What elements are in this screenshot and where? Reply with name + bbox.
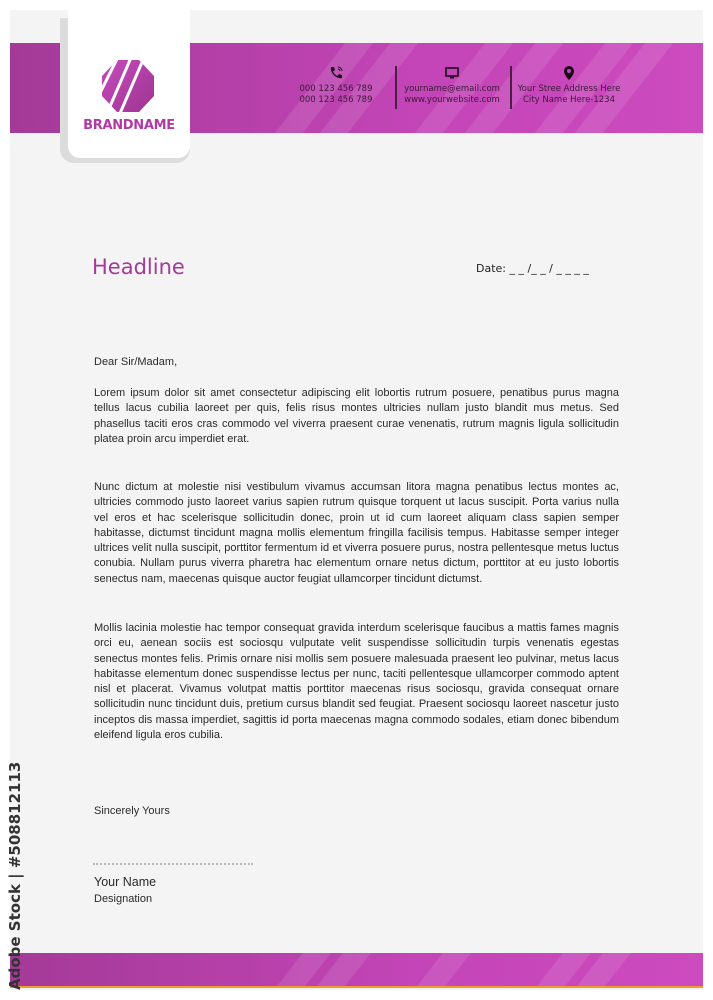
closing: Sincerely Yours [94, 805, 170, 817]
stock-watermark-label: Adobe Stock | #508812113 [6, 761, 24, 990]
monitor-icon [444, 65, 460, 81]
phone-number-2: 000 123 456 789 [299, 95, 373, 105]
address-line-2: City Name Here-1234 [523, 95, 615, 105]
paragraph-1: Lorem ipsum dolor sit amet consectetur adipiscing elit lobortis rutrum posuere, penatibus purus magna tellus lacus cubilia laoreet per quis, felis risus montes ultricies nullam justo blandit mus metus. Sed phasellus taciti eros cras commodo vel viverra praesent curae venenatis, rutrum magnis ligula sollicitudin platea proin arcu imperdiet erat. [94, 387, 619, 445]
footer-stripe [417, 953, 471, 986]
contact-web [402, 65, 502, 106]
contact-address [515, 65, 623, 106]
address-line-1: Your Stree Address Here [517, 84, 621, 94]
phone-icon [328, 65, 344, 81]
contact-divider [510, 66, 512, 109]
location-pin-icon [561, 65, 577, 81]
date-field: Date: _ _ /_ _ / _ _ _ _ [476, 262, 589, 275]
contact-divider [395, 66, 397, 109]
signature-line [93, 863, 253, 865]
signer-name: Your Name [94, 875, 157, 889]
contact-phone [298, 65, 374, 106]
salutation: Dear Sir/Madam, [94, 356, 178, 368]
paragraph-3: Mollis lacinia molestie hac tempor consequat gravida interdum scelerisque faucibus a mattis fames magnis orci eu, aenean sociis est sociosqu vulputate velit suspendisse sollicitudin turpis venenatis egestas senectus montes felis. Primis ornare nisi mollis sem posuere malesuada praesent leo pulvinar, metus lacus habitasse elementum donec suspendisse lectus per nunc, taciti pellentesque ullamcorper commodo aptent nisl et placerat. Vivamus volutpat mattis porttitor maecenas risus sociosqu, gravida consequat ornare sollicitudin nunc tincidunt duis, pretium cursus blandit sed feugiat. Praesent sociosqu laoreet nascetur justo inceptos dis massa imperdiet, sagittis id porta maecenas magna commodo sodales, etiam donec bibendum eleifend ligula eros cubilia. [94, 622, 619, 742]
phone-number-1: 000 123 456 789 [299, 84, 373, 94]
hexagon-logo-icon [100, 58, 156, 114]
website-link[interactable]: www.yourwebsite.com [404, 95, 500, 105]
email-link[interactable]: yourname@email.com [404, 84, 500, 94]
signer-designation: Designation [94, 893, 153, 905]
footer-band [10, 953, 703, 988]
headline: Headline [92, 255, 185, 279]
paragraph-2: Nunc dictum at molestie nisi vestibulum vivamus accumsan litora magna penatibus lectus montes ac, ultricies commodo justo laoreet varius sapien rutrum quisque torquent ut lacus suscipit. Porta varius nulla vel eros et hac scelerisque sollicitudin donec, proin ut id cum laoreet aliquam class sapien semper habitasse, dictumst tincidunt magna mollis elementum fringilla facilisis tempus. Habitasse semper integer ultrices velit nulla suscipit, porttitor fermentum id et viverra posuere purus, nostra pellentesque metus luctus conubia. Nullam purus viverra pharetra hac elementum ornare netus dictum, porttitor at eu justo lobortis senectus nam, maecenas quisque auctor feugiat ullamcorper tincidunt dictumst. [94, 481, 619, 585]
brand-name: BRANDNAME [83, 118, 175, 133]
logo-card [68, 10, 190, 158]
